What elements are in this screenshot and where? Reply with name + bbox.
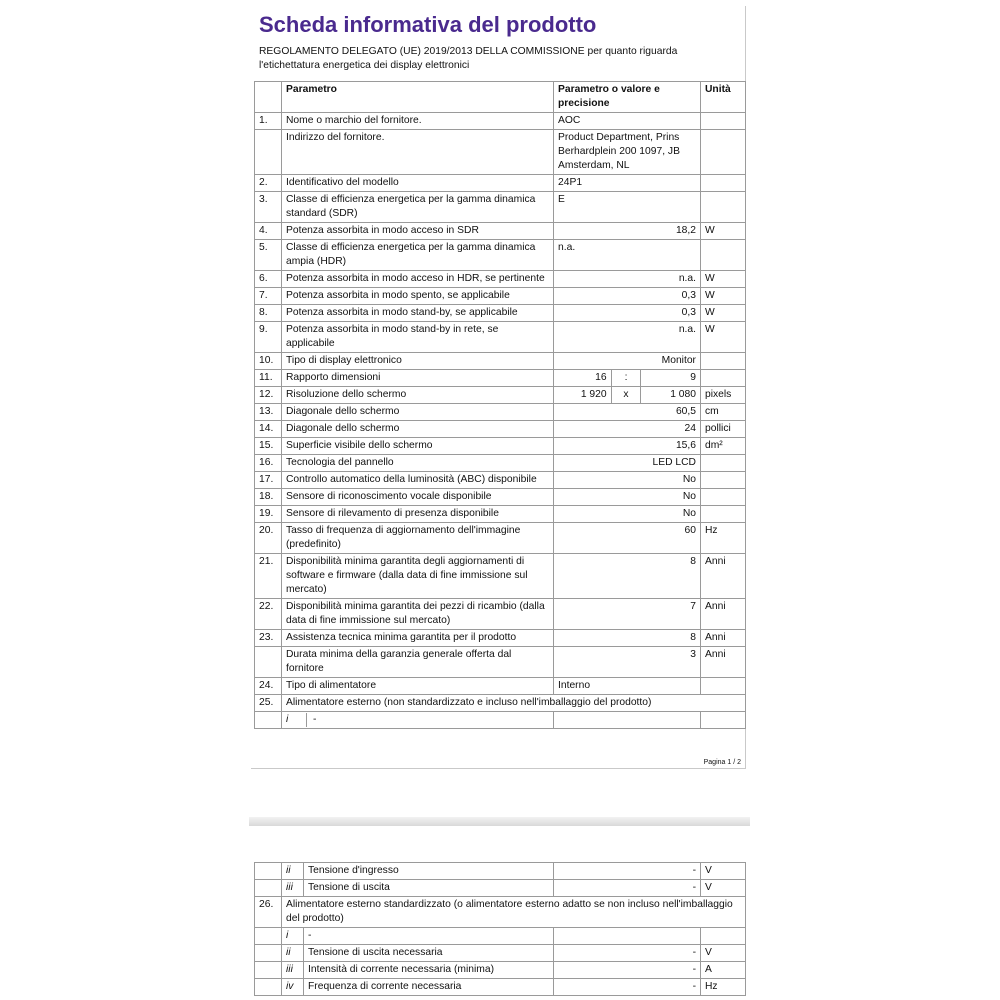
row-number: 18. — [255, 489, 282, 506]
table-row — [255, 404, 746, 421]
row-unit — [701, 678, 746, 695]
row-unit: W — [701, 271, 746, 288]
row-unit: W — [701, 305, 746, 322]
row-parameter: Tensione di uscita — [304, 880, 554, 897]
row-unit — [701, 506, 746, 523]
subrow-text: - — [313, 714, 317, 725]
row-value — [554, 928, 701, 945]
roman-index: iii — [282, 962, 304, 979]
row-number: 20. — [255, 523, 282, 554]
table-row — [255, 288, 746, 305]
row-value: n.a. — [554, 240, 701, 271]
row-parameter: Nome o marchio del fornitore. — [282, 113, 554, 130]
row-number: 15. — [255, 438, 282, 455]
value-a: 1 920 — [554, 387, 612, 403]
row-number: 26. — [255, 897, 282, 928]
row-parameter: Tipo di alimentatore — [282, 678, 554, 695]
row-value: 15,6 — [554, 438, 701, 455]
row-unit: V — [701, 945, 746, 962]
value-separator: x — [612, 387, 642, 403]
table-row — [255, 192, 746, 223]
row-parameter: Sensore di riconoscimento vocale disponibile — [282, 489, 554, 506]
row-unit: W — [701, 288, 746, 305]
row-number: 25. — [255, 695, 282, 712]
row-number — [255, 647, 282, 678]
row-parameter: Potenza assorbita in modo stand-by in rete, se applicabile — [282, 322, 554, 353]
row-number: 21. — [255, 554, 282, 599]
row-number: 4. — [255, 223, 282, 240]
product-info-table-continued — [254, 862, 746, 996]
row-unit: W — [701, 322, 746, 353]
row-value: No — [554, 489, 701, 506]
row-unit: dm² — [701, 438, 746, 455]
row-value: 60,5 — [554, 404, 701, 421]
table-row — [255, 130, 746, 175]
value-separator: : — [612, 370, 642, 386]
table-subrow — [255, 962, 746, 979]
row-number: 16. — [255, 455, 282, 472]
table-row — [255, 113, 746, 130]
roman-index: i — [282, 928, 304, 945]
row-unit — [701, 489, 746, 506]
table-row — [255, 647, 746, 678]
roman-index: i — [286, 713, 307, 727]
row-unit — [701, 130, 746, 175]
row-parameter: Alimentatore esterno standardizzato (o alimentatore esterno adatto se non incluso nell'imballaggio del prodotto) — [282, 897, 746, 928]
ratio-row — [255, 370, 746, 387]
row-number: 24. — [255, 678, 282, 695]
table-row — [255, 523, 746, 554]
table-subrow — [255, 979, 746, 996]
row-number: 22. — [255, 599, 282, 630]
table-row — [255, 506, 746, 523]
table-row — [255, 305, 746, 322]
roman-index: iv — [282, 979, 304, 996]
row-value: AOC — [554, 113, 701, 130]
row-value: 8 — [554, 630, 701, 647]
table-subrow — [255, 945, 746, 962]
row-parameter: Potenza assorbita in modo acceso in SDR — [282, 223, 554, 240]
row-unit — [701, 455, 746, 472]
row-number: 7. — [255, 288, 282, 305]
row-unit — [701, 370, 746, 387]
row-parameter: Tensione di uscita necessaria — [304, 945, 554, 962]
page-title: Scheda informativa del prodotto — [259, 12, 597, 37]
row-unit: pollici — [701, 421, 746, 438]
page-number: Pagina 1 / 2 — [703, 759, 741, 766]
table-row — [255, 421, 746, 438]
row-parameter: Durata minima della garanzia generale offerta dal fornitore — [282, 647, 554, 678]
table-row — [255, 695, 746, 712]
row-number: 1. — [255, 113, 282, 130]
value-a: 16 — [554, 370, 612, 386]
row-unit — [701, 928, 746, 945]
row-parameter: - — [304, 928, 554, 945]
row-unit: V — [701, 880, 746, 897]
row-unit — [701, 113, 746, 130]
table-row — [255, 438, 746, 455]
row-parameter: Tipo di display elettronico — [282, 353, 554, 370]
regulation-text: REGOLAMENTO DELEGATO (UE) 2019/2013 DELLA COMMISSIONE per quanto riguarda l'etichettatura energetica dei display elettronici — [259, 46, 678, 71]
row-number: 12. — [255, 387, 282, 404]
row-parameter: Classe di efficienza energetica per la gamma dinamica ampia (HDR) — [282, 240, 554, 271]
row-unit: Anni — [701, 554, 746, 599]
roman-index: iii — [282, 880, 304, 897]
table-row — [255, 897, 746, 928]
row-value: 60 — [554, 523, 701, 554]
row-value: - — [554, 962, 701, 979]
row-unit: A — [701, 962, 746, 979]
row-value: 24 — [554, 421, 701, 438]
row-number: 9. — [255, 322, 282, 353]
row-unit: pixels — [701, 387, 746, 404]
row-number: 13. — [255, 404, 282, 421]
row-value: LED LCD — [554, 455, 701, 472]
row-value: 0,3 — [554, 288, 701, 305]
row-parameter: Disponibilità minima garantita degli aggiornamenti di software e firmware (dalla data di fine immissione sul mercato) — [282, 554, 554, 599]
roman-index: ii — [282, 863, 304, 880]
table-row — [255, 223, 746, 240]
row-value — [554, 712, 701, 729]
row-parameter: Superficie visibile dello schermo — [282, 438, 554, 455]
row-value: Interno — [554, 678, 701, 695]
table-row — [255, 678, 746, 695]
row-number: 14. — [255, 421, 282, 438]
row-value: 7 — [554, 599, 701, 630]
table-row — [255, 175, 746, 192]
row-value: E — [554, 192, 701, 223]
row-unit: Anni — [701, 630, 746, 647]
table-row — [255, 630, 746, 647]
table-subrow — [255, 928, 746, 945]
row-number: 11. — [255, 370, 282, 387]
row-unit: Hz — [701, 979, 746, 996]
row-value: n.a. — [554, 322, 701, 353]
row-number: 8. — [255, 305, 282, 322]
row-parameter: Tasso di frequenza di aggiornamento dell'immagine (predefinito) — [282, 523, 554, 554]
row-parameter: Rapporto dimensioni — [282, 370, 554, 387]
row-value: Product Department, Prins Berhardplein 200 1097, JB Amsterdam, NL — [554, 130, 701, 175]
row-unit: cm — [701, 404, 746, 421]
row-unit — [701, 353, 746, 370]
table-row — [255, 554, 746, 599]
row-unit: V — [701, 863, 746, 880]
table-row — [255, 489, 746, 506]
row-number: 3. — [255, 192, 282, 223]
row-unit: W — [701, 223, 746, 240]
table-row — [255, 472, 746, 489]
header-value: Parametro o valore e precisione — [554, 82, 701, 113]
table-header-row — [255, 82, 746, 113]
row-parameter: Controllo automatico della luminosità (ABC) disponibile — [282, 472, 554, 489]
row-unit — [701, 175, 746, 192]
row-unit: Anni — [701, 647, 746, 678]
row-number: 10. — [255, 353, 282, 370]
row-parameter: Tensione d'ingresso — [304, 863, 554, 880]
row-value: 0,3 — [554, 305, 701, 322]
row-number: 19. — [255, 506, 282, 523]
row-number: 5. — [255, 240, 282, 271]
row-unit — [701, 712, 746, 729]
document-page-2 — [251, 860, 746, 1000]
row-unit — [701, 472, 746, 489]
row-parameter: Identificativo del modello — [282, 175, 554, 192]
product-info-table — [254, 81, 746, 729]
row-unit — [701, 240, 746, 271]
row-value: 8 — [554, 554, 701, 599]
value-b: 1 080 — [670, 389, 696, 400]
table-subrow — [255, 712, 746, 729]
header-unit: Unità — [701, 82, 746, 113]
row-number: 6. — [255, 271, 282, 288]
value-b: 9 — [690, 372, 696, 383]
row-value: 18,2 — [554, 223, 701, 240]
table-subrow — [255, 863, 746, 880]
table-row — [255, 599, 746, 630]
row-number — [255, 130, 282, 175]
row-parameter: Potenza assorbita in modo spento, se applicabile — [282, 288, 554, 305]
row-parameter: Potenza assorbita in modo stand-by, se applicabile — [282, 305, 554, 322]
table-row — [255, 322, 746, 353]
row-parameter: Alimentatore esterno (non standardizzato e incluso nell'imballaggio del prodotto) — [282, 695, 746, 712]
row-parameter: Tecnologia del pannello — [282, 455, 554, 472]
header-parameter: Parametro — [282, 82, 554, 113]
table-row — [255, 240, 746, 271]
table-row — [255, 271, 746, 288]
row-value: 3 — [554, 647, 701, 678]
row-value — [554, 387, 701, 404]
row-parameter: Disponibilità minima garantita dei pezzi di ricambio (dalla data di fine immissione sul mercato) — [282, 599, 554, 630]
row-unit: Hz — [701, 523, 746, 554]
row-number: 23. — [255, 630, 282, 647]
row-value — [554, 370, 701, 387]
row-unit — [701, 192, 746, 223]
roman-index: ii — [282, 945, 304, 962]
row-parameter: Potenza assorbita in modo acceso in HDR, se pertinente — [282, 271, 554, 288]
row-value: n.a. — [554, 271, 701, 288]
table-subrow — [255, 880, 746, 897]
table-row — [255, 353, 746, 370]
resolution-row — [255, 387, 746, 404]
row-value: - — [554, 880, 701, 897]
row-value: - — [554, 979, 701, 996]
row-value: No — [554, 472, 701, 489]
page-separator — [249, 817, 750, 826]
row-number: 17. — [255, 472, 282, 489]
row-parameter: Risoluzione dello schermo — [282, 387, 554, 404]
row-value: Monitor — [554, 353, 701, 370]
row-value: - — [554, 945, 701, 962]
row-parameter: Frequenza di corrente necessaria — [304, 979, 554, 996]
row-value: No — [554, 506, 701, 523]
row-number: 2. — [255, 175, 282, 192]
row-parameter: Classe di efficienza energetica per la gamma dinamica standard (SDR) — [282, 192, 554, 223]
row-parameter: Diagonale dello schermo — [282, 404, 554, 421]
row-value: 24P1 — [554, 175, 701, 192]
row-parameter: Sensore di rilevamento di presenza disponibile — [282, 506, 554, 523]
row-parameter: Intensità di corrente necessaria (minima) — [304, 962, 554, 979]
row-parameter: Indirizzo del fornitore. — [282, 130, 554, 175]
row-unit: Anni — [701, 599, 746, 630]
row-value: - — [554, 863, 701, 880]
table-row — [255, 455, 746, 472]
document-page-1 — [251, 6, 746, 769]
row-parameter: Diagonale dello schermo — [282, 421, 554, 438]
row-parameter: Assistenza tecnica minima garantita per il prodotto — [282, 630, 554, 647]
row-parameter — [282, 712, 554, 729]
